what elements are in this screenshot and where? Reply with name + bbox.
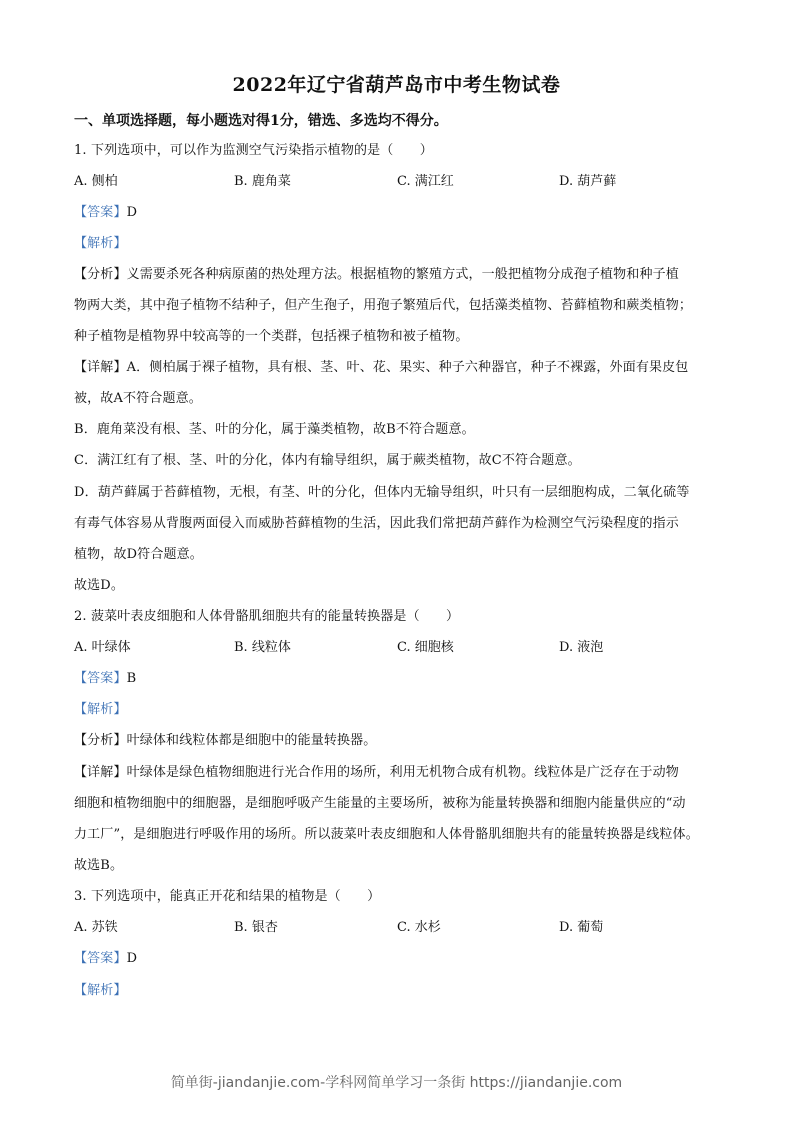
q1-fenxi-line: 种子植物是植物界中较高等的一个类群，包括裸子植物和被子植物。 [74,329,469,344]
q3-option-c: C. 水杉 [397,920,441,935]
q1-xiangjie-line: 有毒气体容易从背腹两面侵入而威胁苔藓植物的生活，因此我们常把葫芦藓作为检测空气污染程度的指示 [74,516,679,531]
page-title: 2022年辽宁省葫芦岛市中考生物试卷 [232,74,561,96]
q1-xiangjie-line: 植物，故D符合题意。 [74,547,203,562]
q2-answer [74,671,136,687]
q2-xiangjie-line: 细胞和植物细胞中的细胞器，是细胞呼吸产生能量的主要场所，被称为能量转换器和细胞内能量供应的“动 [74,796,686,811]
xiangjie-tag: 【详解】 [74,360,127,375]
answer-tag: 【答案】 [74,951,127,966]
q1-conclusion: 故选D。 [74,578,125,593]
q1-option-a: A. 侧柏 [74,174,118,189]
fenxi-text: 叶绿体和线粒体都是细胞中的能量转换器。 [126,733,377,748]
q1-xiangjie-line: D．葫芦藓属于苔藓植物，无根，有茎、叶的分化，但体内无输导组织，叶只有一层细胞构成，二氧化硫等 [74,485,690,500]
q3-option-d: D. 葡萄 [559,920,604,935]
q3-option-a: A. 苏铁 [74,920,118,935]
question-1-stem: 1. 下列选项中，可以作为监测空气污染指示植物的是（ ） [74,143,433,158]
q2-option-d: D. 液泡 [559,640,604,655]
q2-xiangjie-line [74,765,679,781]
fenxi-tag: 【分析】 [74,267,127,282]
section-heading: 一、单项选择题，每小题选对得1分，错选、多选均不得分。 [74,113,448,129]
xiangjie-tag: 【详解】 [74,765,127,780]
q3-answer [74,951,137,967]
q2-option-c: C. 细胞核 [397,640,454,655]
q1-xiangjie-line: 被，故A不符合题意。 [74,391,202,406]
q1-xiangjie-line [74,360,688,376]
q1-xiangjie-line: B．鹿角菜没有根、茎、叶的分化，属于藻类植物，故B不符合题意。 [74,422,475,437]
xiangjie-text: A．侧柏属于裸子植物，具有根、茎、叶、花、果实、种子六种器官，种子不裸露，外面有果皮包 [126,360,689,375]
question-3-stem: 3. 下列选项中，能真正开花和结果的植物是（ ） [74,889,381,904]
answer-tag: 【答案】 [74,671,127,686]
answer-value: D [126,951,138,966]
fenxi-tag: 【分析】 [74,733,127,748]
question-2-stem: 2. 菠菜叶表皮细胞和人体骨骼肌细胞共有的能量转换器是（ ） [74,609,460,624]
q2-option-a: A. 叶绿体 [74,640,131,655]
q3-analysis-tag: 【解析】 [74,983,127,998]
q2-conclusion: 故选B。 [74,858,124,873]
site-footer: 简单街-jiandanjie.com-学科网简单学习一条街 https://jiandanjie.com [170,1075,623,1091]
xiangjie-text: 叶绿体是绿色植物细胞进行光合作用的场所，利用无机物合成有机物。线粒体是广泛存在于动物 [126,765,679,780]
answer-tag: 【答案】 [74,205,127,220]
q1-answer [74,205,137,221]
q3-option-b: B. 银杏 [234,920,278,935]
q1-analysis-tag: 【解析】 [74,236,127,251]
q1-xiangjie-line: C．满江红有了根、茎、叶的分化，体内有输导组织，属于蕨类植物，故C不符合题意。 [74,453,581,468]
q1-fenxi-line [74,267,679,283]
q2-xiangjie-line: 力工厂”，是细胞进行呼吸作用的场所。所以菠菜叶表皮细胞和人体骨骼肌细胞共有的能量转换器是线粒体。 [74,827,699,842]
q2-analysis-tag: 【解析】 [74,702,127,717]
q1-option-c: C. 满江红 [397,174,454,189]
q2-option-b: B. 线粒体 [234,640,291,655]
answer-value: B [126,671,137,686]
q1-option-b: B. 鹿角菜 [234,174,291,189]
q1-fenxi-line: 物两大类，其中孢子植物不结种子，但产生孢子，用孢子繁殖后代，包括藻类植物、苔藓植物和蕨类植物； [74,298,693,313]
q1-option-d: D. 葫芦藓 [559,174,617,189]
q2-fenxi-line [74,733,376,749]
fenxi-text: 义需要杀死各种病原菌的热处理方法。根据植物的繁殖方式，一般把植物分成孢子植物和种子植 [126,267,679,282]
answer-value: D [126,205,138,220]
